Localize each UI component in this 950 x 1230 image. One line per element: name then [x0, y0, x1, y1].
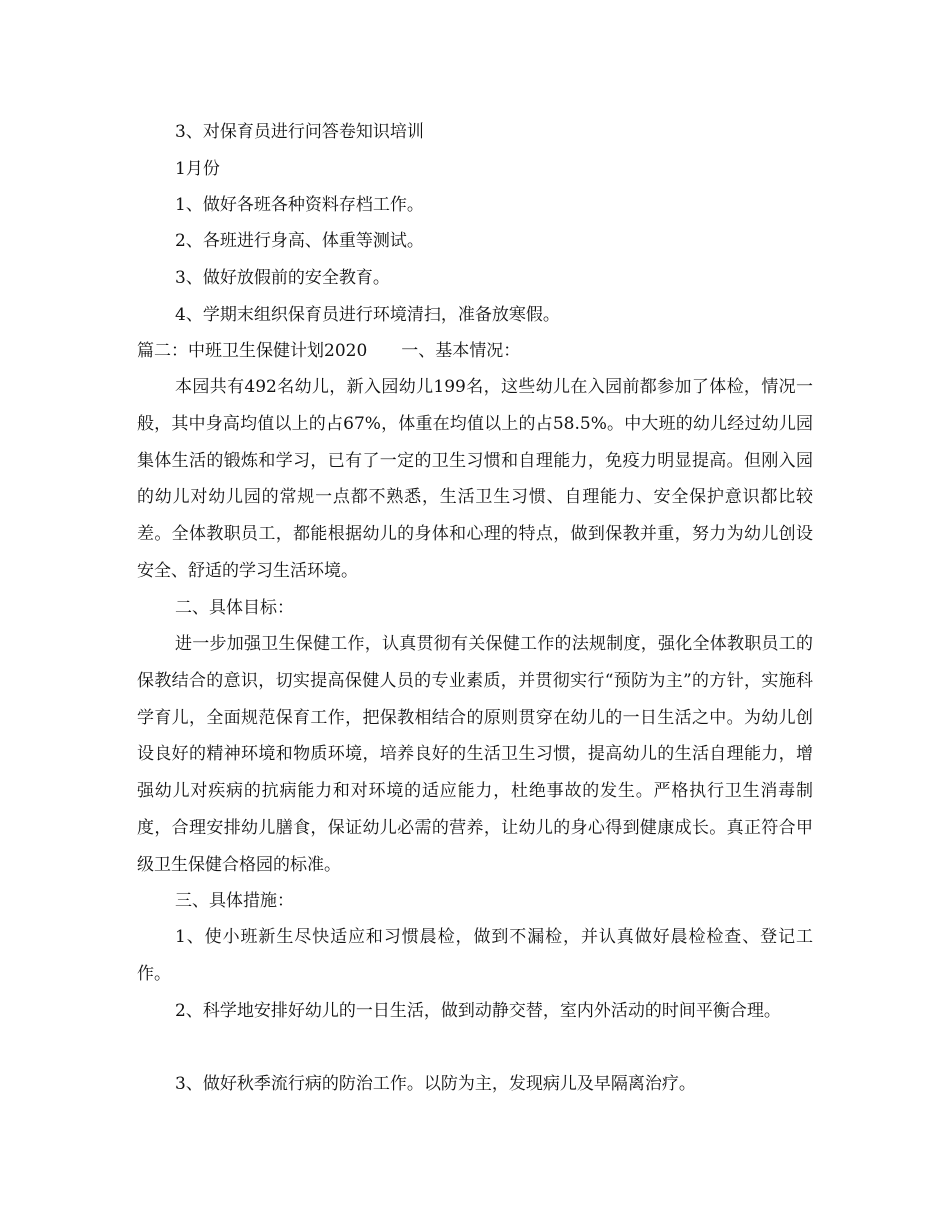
- text-line: 3、做好放假前的安全教育。: [175, 268, 390, 288]
- section-title: 篇二：中班卫生保健计划2020 一、基本情况：: [137, 341, 521, 361]
- text-line: 2、各班进行身高、体重等测试。: [175, 231, 424, 251]
- paragraph-basic-situation: 本园共有492名幼儿，新入园幼儿199名，这些幼儿在入园前都参加了体检，情况一般，其中身高均值以上的占67%，体重在均值以上的占58.5%。中大班的幼儿经过幼儿园集体生活的锻炼和学习，已有了一定的卫生习惯和自理能力，免疫力明显提高。但刚入园的幼儿对幼儿园的常规一点都不熟悉，生活卫生习惯、自理能力、安全保护意识都比较差。全体教职员工，都能根据幼儿的身体和心理的特点，做到保教并重，努力为幼儿创设安全、舒适的学习生活环境。: [137, 377, 813, 581]
- measure-item: 3、做好秋季流行病的防治工作。以防为主，发现病儿及早隔离治疗。: [175, 1074, 696, 1094]
- text-line: 1、做好各班各种资料存档工作。: [175, 195, 424, 215]
- heading-goals: 二、具体目标：: [175, 598, 294, 618]
- paragraph-goals: 进一步加强卫生保健工作，认真贯彻有关保健工作的法规制度，强化全体教职员工的保教结合的意识，切实提高保健人员的专业素质，并贯彻实行“预防为主”的方针，实施科学育儿，全面规范保育工作，把保教相结合的原则贯穿在幼儿的一日生活之中。为幼儿创设良好的精神环境和物质环境，培养良好的生活卫生习惯，提高幼儿的生活自理能力，增强幼儿对疾病的抗病能力和对环境的适应能力，杜绝事故的发生。严格执行卫生消毒制度，合理安排幼儿膳食，保证幼儿必需的营养，让幼儿的身心得到健康成长。真正符合甲级卫生保健合格园的标准。: [137, 634, 813, 875]
- measure-item: 2、科学地安排好幼儿的一日生活，做到动静交替，室内外活动的时间平衡合理。: [175, 1001, 781, 1021]
- month-heading: 1月份: [175, 159, 220, 179]
- text-line: 3、对保育员进行问答卷知识培训: [175, 122, 424, 142]
- text-line: 4、学期末组织保育员进行环境清扫，准备放寒假。: [175, 305, 560, 325]
- heading-measures: 三、具体措施：: [175, 891, 294, 911]
- measure-item: 1、使小班新生尽快适应和习惯晨检，做到不漏检，并认真做好晨检检查、登记工作。: [137, 927, 813, 984]
